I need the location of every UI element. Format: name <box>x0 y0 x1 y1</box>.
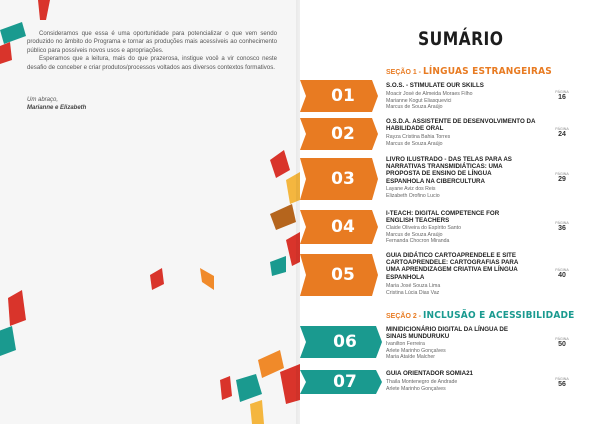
toc-title: SUMÁRIO <box>418 28 504 50</box>
author: Ivanilton Ferreira <box>386 341 425 347</box>
toc-entry[interactable] <box>300 158 600 200</box>
number-banner <box>300 370 382 394</box>
intro-text <box>27 30 277 72</box>
toc-entry[interactable] <box>300 370 600 394</box>
section-1-prefix: SEÇÃO 1 - <box>386 69 423 76</box>
number-banner <box>300 326 382 358</box>
page-label: PÁGINA <box>555 221 569 225</box>
page-label: PÁGINA <box>555 172 569 176</box>
section-2-name: INCLUSÃO E ACESSIBILIDADE <box>422 310 575 321</box>
author: Thaila Montenegro de Andrade <box>386 379 458 385</box>
page-number: 56 <box>558 381 566 388</box>
number-banner <box>300 254 378 296</box>
number-banner <box>300 210 378 244</box>
toc-entry[interactable] <box>300 118 600 150</box>
toc-entry[interactable] <box>300 80 600 112</box>
number-banner <box>300 80 378 112</box>
entry-title: I-TEACH: DIGITAL COMPETENCE FOR ENGLISH TEACHERS <box>386 210 500 225</box>
number-banner <box>300 118 378 150</box>
entry-number: 07 <box>333 372 357 392</box>
toc-entry[interactable] <box>300 210 600 244</box>
page-number: 36 <box>558 225 566 232</box>
author: Maria José Souza Lima <box>386 283 441 289</box>
page-number: 16 <box>558 94 566 101</box>
entry-number: 03 <box>331 169 355 189</box>
author: Rayza Cristina Bahia Torres <box>386 134 451 140</box>
author: Cristina Lúcia Dias Vaz <box>386 289 440 296</box>
entry-title: GUIA ORIENTADOR SOMIA21 <box>386 370 473 377</box>
page-label: PÁGINA <box>555 90 569 94</box>
entry-title: MINIDICIONÁRIO DIGITAL DA LÍNGUA DE SINAIS MUNDURUKU <box>386 326 509 341</box>
toc-entry[interactable] <box>300 326 600 361</box>
entry-title: LIVRO ILUSTRADO - DAS TELAS PARA AS NARRATIVAS TRANSMIDIÁTICAS: UMA PROPOSTA DE ENSINO DE LÍNGUA ESPANHOLA NA CIBERCULTURA <box>386 156 512 185</box>
closing: Um abraço, <box>27 97 59 103</box>
author: Moacir José de Almeida Moraes Filho <box>386 91 473 97</box>
entry-authors <box>386 379 457 392</box>
page-label: PÁGINA <box>555 268 569 272</box>
section-2-prefix: SEÇÃO 2 - <box>386 313 423 320</box>
page-number: 50 <box>558 341 566 348</box>
author: Fernanda Chocron Miranda <box>386 238 450 245</box>
entry-authors <box>386 225 461 245</box>
entry-title: S.O.S. - STIMULATE OUR SKILLS <box>386 82 484 89</box>
entry-number: 06 <box>333 332 357 352</box>
author: Maria Ataíde Malcher <box>386 354 436 361</box>
right-page <box>300 0 600 424</box>
entry-number: 04 <box>331 217 355 237</box>
entry-authors <box>386 134 450 147</box>
page-label: PÁGINA <box>555 127 569 131</box>
toc-entry[interactable] <box>300 254 600 296</box>
entry-number: 01 <box>331 86 355 106</box>
page-number: 29 <box>558 176 566 183</box>
section-1-name: LÍNGUAS ESTRANGEIRAS <box>422 66 552 77</box>
page-label: PÁGINA <box>555 377 569 381</box>
entry-number: 02 <box>331 124 355 144</box>
author: Claide Oliveira do Espírito Santo <box>386 225 461 231</box>
intro-paragraph-2: Esperamos que a leitura, mais do que prazerosa, instigue você a vir conosco neste desafio de conceber e criar produtos/processos voltados aos diversos contextos formativos. <box>27 55 277 71</box>
author: Arlete Marinho Gonçalves <box>386 347 446 354</box>
entry-authors <box>386 186 440 199</box>
entry-authors <box>386 91 473 111</box>
page-number: 40 <box>558 272 566 279</box>
entry-number: 05 <box>331 265 355 285</box>
author: Marcus de Souza Araújo <box>386 104 443 111</box>
entry-authors <box>386 283 440 296</box>
section-2-heading <box>386 310 575 321</box>
signature: Marianne e Elizabeth <box>27 105 87 111</box>
page-label: PÁGINA <box>555 337 569 341</box>
intro-paragraph-1: Consideramos que essa é uma oportunidade para potencializar o que vem sendo produzido no âmbito do Programa e tornar as produções mais acessíveis ao conhecimento público para possíveis novos usos e apropriações. <box>27 30 277 54</box>
section-1-heading <box>386 66 552 77</box>
author: Marianne Kogut Eliasquevici <box>386 97 452 104</box>
author: Arlete Marinho Gonçalves <box>386 385 446 392</box>
author: Marcus de Souza Araújo <box>386 231 443 238</box>
author: Layane Aviz dos Reis <box>386 186 436 192</box>
page-number: 24 <box>558 131 566 138</box>
entry-authors <box>386 341 446 361</box>
author: Marcus de Souza Araújo <box>386 140 443 147</box>
entry-title: O.S.D.A. ASSISTENTE DE DESENVOLVIMENTO DA HABILIDADE ORAL <box>386 118 536 133</box>
number-banner <box>300 158 378 200</box>
entry-title: GUIA DIDÁTICO CARTOAPRENDELE E SITE CARTOAPRENDELE: CARTOGRAFIAS PARA UMA APRENDIZAGEM CRIATIVA EM LÍNGUA ESPANHOLA <box>386 252 519 281</box>
author: Elizabeth Orofino Lucio <box>386 192 440 199</box>
